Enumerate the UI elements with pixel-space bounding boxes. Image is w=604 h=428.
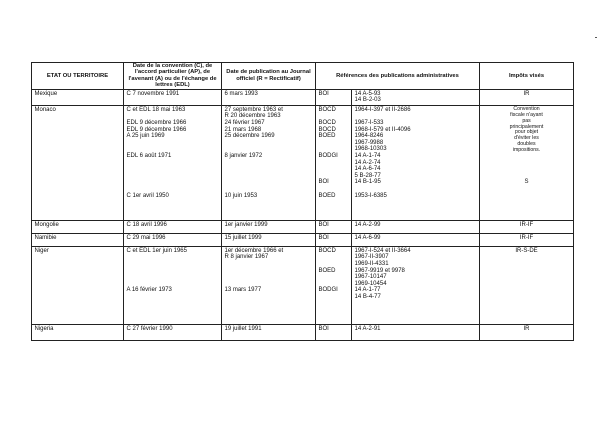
header-references: Références des publications administratives (316, 63, 480, 90)
cell-publication-line (225, 261, 313, 268)
cell-reference-code-line: BOI (318, 179, 329, 186)
cell-convention-line: C et EDL 1er juin 1965 (126, 247, 187, 254)
cell-reference-number-line: 5 B-28-77 (354, 172, 381, 179)
cell-reference-number-line: 1968-I-579 et II-4096 (354, 126, 411, 133)
cell-reference-number-line: 14 A-6-99 (354, 234, 381, 241)
tax-note-line: impositions. (512, 147, 541, 154)
cell-publication-line: 6 mars 1993 (224, 90, 258, 97)
cell-taxes (480, 246, 574, 324)
cell-taxes (480, 324, 574, 340)
cell-convention (124, 89, 222, 105)
table-row (32, 324, 574, 340)
tax-note-line: pas (522, 117, 531, 124)
cell-reference-number-line: 14 A-2-99 (354, 221, 381, 228)
cell-reference-code-line: BOCD (318, 126, 336, 133)
cell-territory: Nigeria (32, 324, 124, 340)
cell-publication-line (225, 146, 313, 153)
cell-reference-number-line: 1967-II-3907 (354, 254, 389, 261)
cell-reference-number-line: 1967-9988 (354, 139, 384, 146)
cell-publication-line: 27 septembre 1963 et (224, 106, 283, 113)
cell-reference-number-line: 1953-I-6385 (354, 192, 387, 199)
cell-convention-line: C 27 février 1990 (126, 325, 173, 332)
cell-reference-number (352, 89, 480, 105)
cell-publication-line (225, 268, 313, 275)
cell-reference-code-line: BOI (318, 325, 329, 332)
cell-reference-number-line: 1969-10454 (354, 280, 387, 287)
table-row (32, 220, 574, 233)
cell-publication-line (225, 173, 313, 180)
cell-taxes (480, 105, 574, 220)
cell-reference-number-line: 14 B-2-03 (354, 97, 381, 104)
table-row (32, 233, 574, 246)
cell-convention-line (127, 146, 219, 153)
cell-convention-line (127, 268, 219, 275)
cell-convention-line (127, 261, 219, 268)
cell-reference-number-line (355, 113, 477, 120)
cell-taxes-line: IR-IF (519, 221, 534, 228)
cell-reference-code-line (319, 281, 349, 288)
cell-reference-code (316, 324, 352, 340)
cell-publication-line (225, 166, 313, 173)
cell-publication-line: 8 janvier 1972 (224, 152, 263, 159)
cell-territory: Niger (32, 246, 124, 324)
cell-publication (222, 233, 316, 246)
cell-convention-line: EDL 9 décembre 1966 (126, 126, 187, 133)
cell-convention (124, 324, 222, 340)
cell-reference-code-line: BOI (318, 221, 329, 228)
cell-reference-number (352, 233, 480, 246)
cell-publication-line: 1er décembre 1966 et (224, 247, 284, 254)
cell-publication (222, 220, 316, 233)
cell-reference-number (352, 324, 480, 340)
cell-reference-code-line (319, 166, 349, 173)
cell-convention-line (127, 140, 219, 147)
cell-territory: Namibie (32, 233, 124, 246)
cell-publication-line (225, 97, 313, 104)
cell-publication-line: 24 février 1967 (224, 120, 265, 126)
cell-reference-number (352, 220, 480, 233)
cell-publication-line (225, 274, 313, 281)
cell-reference-code-line (319, 97, 349, 104)
cell-reference-number-line: 14 A-1-77 (354, 287, 381, 294)
cell-reference-code-line (319, 160, 349, 167)
cell-reference-code (316, 220, 352, 233)
cell-publication-line: 15 juillet 1999 (224, 234, 262, 241)
cell-convention-line (127, 113, 219, 120)
cell-reference-code (316, 246, 352, 324)
table-row (32, 105, 574, 220)
cell-reference-code-line (319, 146, 349, 153)
cell-reference-number-line: 1967-9919 et 9978 (354, 267, 405, 274)
cell-taxes (480, 89, 574, 105)
cell-reference-code-line: BOCD (318, 106, 336, 113)
header-publication: Date de publication au Journal officiel (R = Rectificatif) (222, 63, 316, 90)
cell-reference-number (352, 246, 480, 324)
header-convention: Date de la convention (C), de l'accord particulier (AP), de l'avenant (A) ou de l'échange de lettres (EDL) (124, 63, 222, 90)
table-row (32, 89, 574, 105)
cell-reference-number-line: 1969-II-4331 (354, 261, 389, 267)
cell-convention-line (127, 97, 219, 104)
cell-convention-line: EDL 9 décembre 1966 (126, 120, 187, 126)
cell-convention (124, 246, 222, 324)
cell-reference-number-line: 14 B-1-95 (354, 179, 381, 186)
cell-reference-number-line: 1964-8246 (354, 133, 384, 140)
cell-taxes-line: IR (523, 325, 530, 332)
tax-note-line: fiscale n'ayant (510, 111, 543, 118)
cell-reference-code-line: BOI (318, 90, 329, 97)
cell-publication-line: R 8 janvier 1967 (224, 254, 269, 261)
header-territory: ETAT OU TERRITOIRE (32, 63, 124, 90)
cell-reference-code-line: BOED (318, 267, 336, 274)
cell-convention-line: A 25 juin 1969 (126, 133, 165, 140)
cell-publication-line: 10 juin 1953 (224, 192, 258, 199)
cell-reference-number-line: 14 A-6-74 (354, 166, 381, 173)
cell-convention (124, 220, 222, 233)
cell-reference-number (352, 105, 480, 220)
cell-reference-code (316, 105, 352, 220)
cell-taxes-line: IR (523, 90, 530, 97)
cell-reference-code-line: BOCD (318, 120, 336, 126)
cell-convention-line (127, 281, 219, 288)
cell-publication-line: R 20 décembre 1963 (224, 113, 281, 120)
cell-taxes-line: IR-IF (519, 234, 534, 241)
cell-convention-line: EDL 6 août 1971 (126, 152, 172, 159)
tax-note-line: Convention (513, 105, 540, 112)
cell-convention-line: C 29 mai 1996 (126, 234, 166, 241)
cell-reference-code-line (319, 113, 349, 120)
tax-treaty-table (31, 62, 574, 341)
table-row (32, 246, 574, 324)
cell-reference-code-line: BODGI (318, 152, 338, 159)
cell-reference-code-line (319, 186, 349, 193)
cell-reference-code-line (319, 294, 349, 301)
cell-publication-line: 1er janvier 1999 (224, 221, 268, 228)
tax-note-line: pour objet (514, 129, 539, 136)
cell-reference-code-line (319, 254, 349, 261)
cell-convention-line (127, 186, 219, 193)
cell-convention-line (127, 160, 219, 167)
cell-reference-code-line: BODGI (318, 287, 338, 294)
cell-reference-code-line: BOCD (318, 247, 336, 254)
cell-reference-code-line (319, 274, 349, 281)
spacer (483, 154, 571, 179)
cell-publication (222, 105, 316, 220)
cell-reference-code-line: BOED (318, 133, 336, 140)
cell-taxes (480, 233, 574, 246)
cell-convention-line: A 16 février 1973 (126, 287, 172, 294)
cell-reference-number-line: 1964-I-397 et II-2686 (354, 106, 411, 113)
cell-reference-number-line (355, 186, 477, 193)
cell-convention-line (127, 274, 219, 281)
cell-taxes-line: S (524, 179, 529, 186)
cell-convention-line (127, 254, 219, 261)
cell-convention-line: C 7 novembre 1991 (126, 90, 180, 97)
cell-reference-number-line: 1967-I-533 (354, 120, 384, 126)
cell-taxes (480, 220, 574, 233)
cell-reference-code-line: BOI (318, 234, 329, 241)
cell-reference-code-line (319, 140, 349, 147)
cell-territory: Monaco (32, 105, 124, 220)
cell-reference-number-line: 1968-10303 (354, 146, 387, 153)
cell-publication-line: 19 juillet 1991 (224, 325, 262, 332)
cell-convention-line: C 18 avril 1996 (126, 221, 167, 228)
table-body (32, 89, 574, 340)
cell-publication-line: 13 mars 1977 (224, 287, 262, 294)
cell-convention-line (127, 179, 219, 186)
table-header-row (32, 63, 574, 90)
cell-convention-line: C et EDL 18 mai 1963 (126, 106, 186, 113)
cell-reference-code (316, 233, 352, 246)
tax-note-line: d'éviter les (514, 135, 539, 142)
cell-publication-line (225, 160, 313, 167)
cell-publication (222, 246, 316, 324)
cell-reference-number-line: 14 A-5-93 (354, 90, 381, 97)
cell-publication-line (225, 186, 313, 193)
cell-reference-code-line (319, 261, 349, 268)
cell-publication-line (225, 140, 313, 147)
cell-convention-line (127, 166, 219, 173)
cell-publication (222, 89, 316, 105)
cell-publication-line: 21 mars 1968 (224, 126, 262, 133)
cell-convention (124, 233, 222, 246)
cell-convention-line (127, 294, 219, 301)
cell-reference-number-line: 14 B-4-77 (354, 293, 381, 300)
cell-taxes-line: IR-S-DE (515, 247, 538, 254)
cell-publication-line (225, 294, 313, 301)
cell-convention (124, 105, 222, 220)
cell-territory: Mongolie (32, 220, 124, 233)
cell-publication-line (225, 281, 313, 288)
cell-convention-line (127, 173, 219, 180)
cell-reference-number-line: 1967-10147 (354, 274, 387, 281)
tax-note-line: doubles (517, 141, 536, 148)
cell-reference-number-line: 1967-I-524 et II-3664 (354, 247, 411, 254)
tax-note-line: principalement (509, 123, 544, 130)
cell-publication-line (225, 179, 313, 186)
cell-reference-number-line: 14 A-2-91 (354, 325, 381, 332)
cell-reference-number-line: 14 A-1-74 (354, 152, 381, 159)
page-mark (595, 37, 597, 38)
cell-convention-line: C 1er avril 1950 (126, 192, 169, 199)
cell-territory: Mexique (32, 89, 124, 105)
cell-reference-code (316, 89, 352, 105)
cell-reference-code-line: BOED (318, 192, 336, 199)
cell-publication (222, 324, 316, 340)
header-taxes: Impôts visés (480, 63, 574, 90)
cell-reference-number-line: 14 A-2-74 (354, 159, 381, 166)
cell-publication-line: 25 décembre 1969 (224, 133, 275, 140)
cell-reference-code-line (319, 173, 349, 180)
